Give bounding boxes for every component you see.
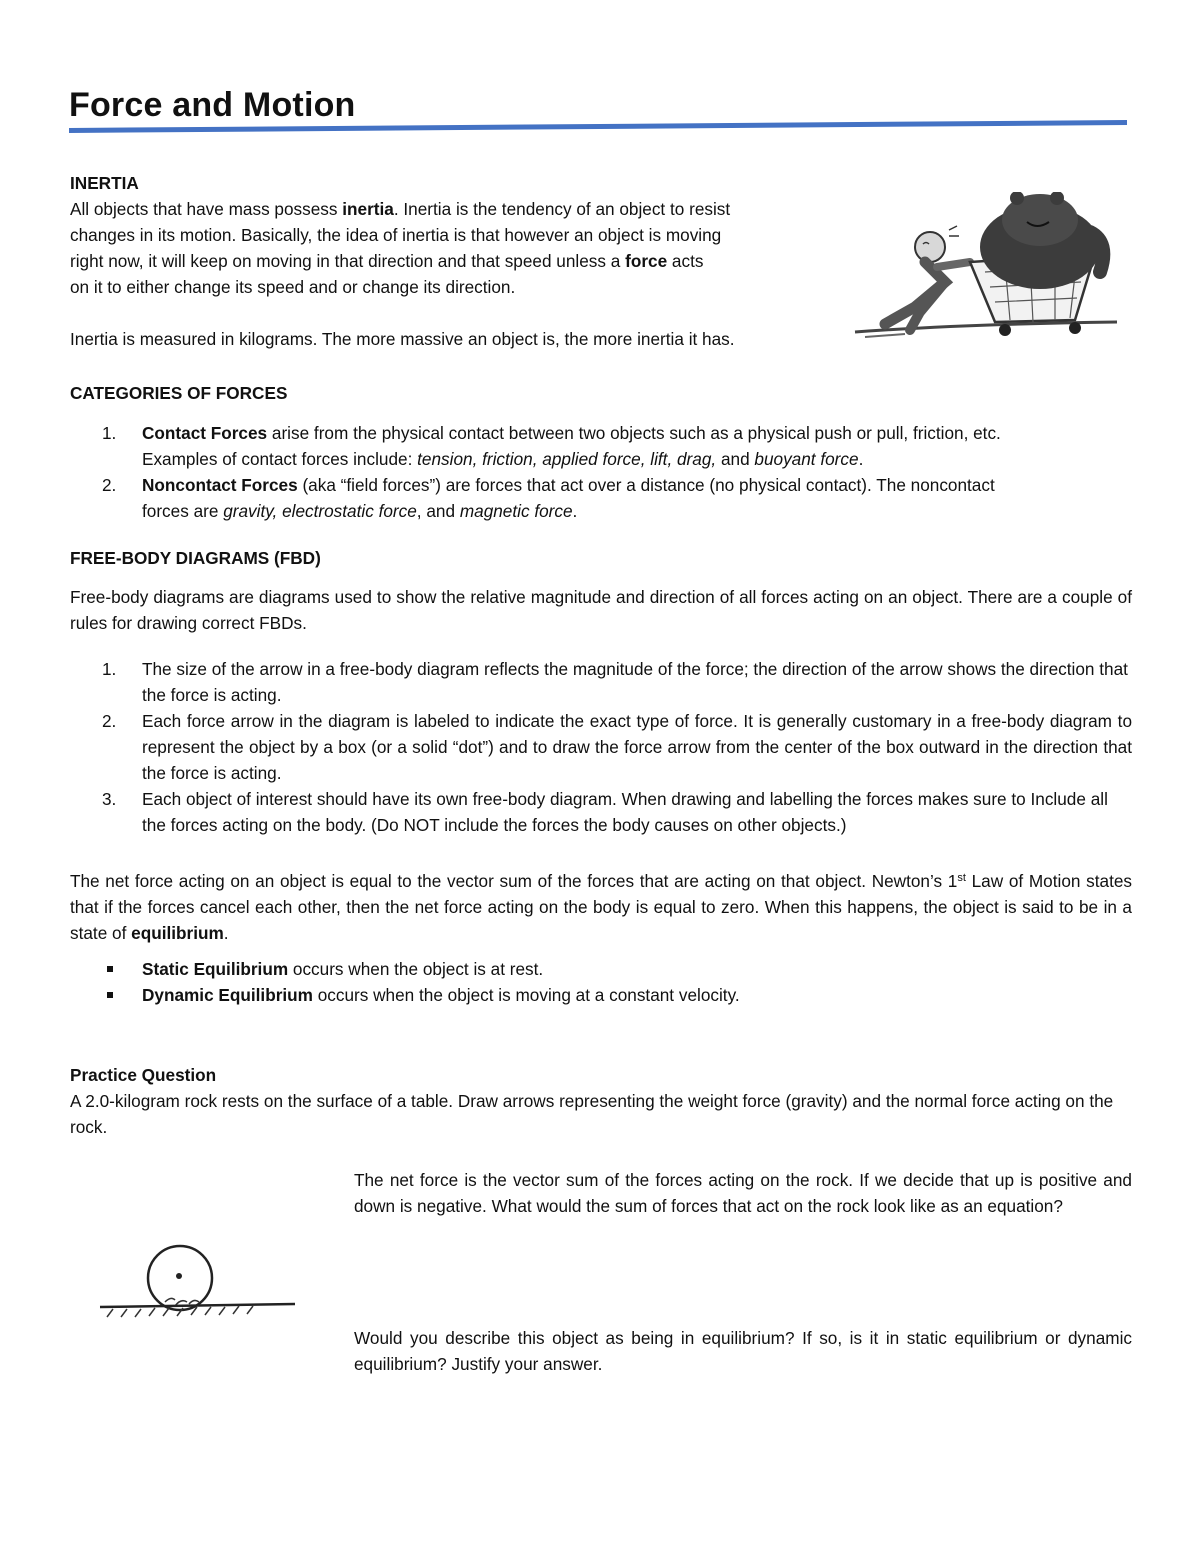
term-inertia: inertia <box>342 199 394 219</box>
rule-text: The size of the arrow in a free-body diagram reflects the magnitude of the force; the direction of the arrow shows the direction that the force is acting. <box>142 659 1128 705</box>
text-run: occurs when the object is moving at a constant velocity. <box>312 985 740 1005</box>
list-number: 3. <box>102 789 117 809</box>
rule-text: Each object of interest should have its own free-body diagram. When drawing and labelling the forces makes sure to Include all the forces acting on the body. (Do NOT include the forces the body causes on other objects.) <box>142 789 1108 835</box>
inertia-paragraph-line: changes in its motion. Basically, the idea of inertia is that however an object is moving <box>70 225 722 245</box>
practice-section <box>70 1062 1132 1140</box>
rock-on-table-icon <box>95 1240 305 1330</box>
text-run: and <box>716 449 755 469</box>
text-run: The net force acting on an object is equal to the vector sum of the forces that are acting on that object. Newton’s 1 <box>70 871 958 891</box>
text-run: . <box>223 923 229 943</box>
page-title: Force and Motion <box>69 86 356 124</box>
fbd-heading: FREE-BODY DIAGRAMS (FBD) <box>70 548 321 568</box>
inertia-measure-paragraph: Inertia is measured in kilograms. The more massive an object is, the more inertia it has. <box>70 329 735 349</box>
list-item <box>70 656 1132 708</box>
bullet-square <box>107 966 113 972</box>
examples-italic: gravity, electrostatic force <box>223 501 417 521</box>
term-contact-forces: Contact Forces <box>142 423 268 443</box>
person-pushing-hippo-in-cart-icon <box>845 192 1125 362</box>
list-item <box>70 982 1132 1008</box>
categories-heading: CATEGORIES OF FORCES <box>70 383 288 403</box>
examples-italic: buoyant force <box>754 449 859 469</box>
text-run: occurs when the object is at rest. <box>288 959 544 979</box>
term-static-equilibrium: Static Equilibrium <box>142 959 289 979</box>
list-number: 2. <box>102 711 117 731</box>
list-number: 2. <box>102 475 117 495</box>
list-item <box>70 956 1132 982</box>
text-run: . Inertia is the tendency of an object to resist <box>393 199 731 219</box>
examples-italic: magnetic force <box>459 501 573 521</box>
term-dynamic-equilibrium: Dynamic Equilibrium <box>142 985 313 1005</box>
text-run: Examples of contact forces include: <box>142 449 418 469</box>
text-run: right now, it will keep on moving in that direction and that speed unless a <box>70 251 626 271</box>
list-item <box>70 420 1132 472</box>
text-run: Law of Motion states that if the forces cancel each other, then the net force acting on the body is equal to zero. When this happens, the object is said to be in a state of <box>70 871 1132 943</box>
list-item <box>70 786 1132 838</box>
text-run: (aka “field forces”) are forces that act over a distance (no physical contact). The noncontact <box>297 475 995 495</box>
practice-question-2: Would you describe this object as being in equilibrium? If so, is it in static equilibrium or dynamic equilibrium? Justify your answer. <box>354 1328 1132 1374</box>
inertia-paragraph-line <box>70 248 830 274</box>
title-underline <box>69 119 1129 133</box>
term-noncontact-forces: Noncontact Forces <box>142 475 298 495</box>
net-force-paragraph <box>70 868 1132 946</box>
examples-italic: tension, friction, applied force, lift, drag, <box>417 449 717 469</box>
bullet-square <box>107 992 113 998</box>
text-run: All objects that have mass possess <box>70 199 343 219</box>
list-item <box>70 472 1132 524</box>
list-number: 1. <box>102 423 117 443</box>
list-number: 1. <box>102 659 117 679</box>
text-run: arise from the physical contact between two objects such as a physical push or pull, friction, etc. <box>267 423 1001 443</box>
term-equilibrium: equilibrium <box>131 923 224 943</box>
fbd-intro: Free-body diagrams are diagrams used to show the relative magnitude and direction of all forces acting on an object. There are a couple of rules for drawing correct FBDs. <box>70 587 1132 633</box>
practice-heading: Practice Question <box>70 1065 217 1085</box>
inertia-heading: INERTIA <box>70 173 139 193</box>
practice-question-1: The net force is the vector sum of the forces acting on the rock. If we decide that up is positive and down is negative. What would the sum of forces that act on the rock look like as an equation? <box>354 1170 1132 1216</box>
inertia-paragraph-line: on it to either change its speed and or change its direction. <box>70 277 516 297</box>
rule-text: Each force arrow in the diagram is labeled to indicate the exact type of force. It is generally customary in a free-body diagram to represent the object by a box (or a solid “dot”) and to draw the force arrow from the center of the box outward in the direction that the force is acting. <box>142 711 1132 783</box>
text-run: . <box>858 449 864 469</box>
text-run: acts <box>667 251 704 271</box>
categories-list <box>70 420 1132 524</box>
inertia-paragraph-line <box>70 196 830 222</box>
text-run: . <box>572 501 578 521</box>
term-force: force <box>625 251 668 271</box>
categories-section <box>70 380 1132 524</box>
text-run: , and <box>416 501 460 521</box>
fbd-rules-list <box>70 656 1132 838</box>
inertia-section <box>70 170 830 352</box>
equilibrium-list <box>70 956 1132 1008</box>
net-force-section <box>70 868 1132 1008</box>
text-run: forces are <box>142 501 224 521</box>
fbd-section <box>70 545 1132 838</box>
superscript: st <box>957 872 966 884</box>
practice-prompt: A 2.0-kilogram rock rests on the surface of a table. Draw arrows representing the weight force (gravity) and the normal force acting on the rock. <box>70 1091 1114 1137</box>
list-item <box>70 708 1132 786</box>
